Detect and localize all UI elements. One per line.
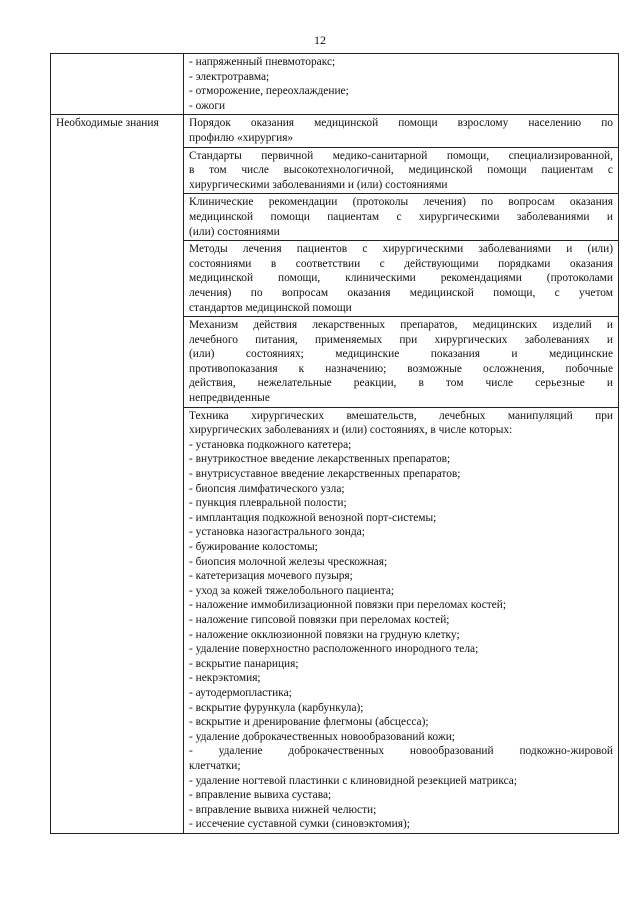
list-item: - вправление вывиха нижней челюсти;: [189, 803, 377, 816]
knowledge-cell: [184, 115, 619, 147]
list-item: - напряженный пневмоторакс;: [189, 56, 336, 68]
list-item: - вскрытие и дренирование флегмоны (абсцесса);: [189, 716, 429, 729]
cell-line: медицинской помощи пациентам с хирургическими заболеваниями и: [189, 210, 613, 223]
requirements-table: [50, 53, 619, 834]
table-row: [51, 54, 619, 115]
knowledge-cell: [184, 194, 619, 241]
list-item: - установка назогастрального зонда;: [189, 526, 365, 539]
list-item: - внутрикостное введение лекарственных препаратов;: [189, 453, 451, 466]
list-item: - иссечение суставной сумки (синовэктомия);: [189, 818, 410, 831]
injury-list-cell: [184, 54, 619, 115]
list-item: - внутрисуставное введение лекарственных препаратов;: [189, 468, 461, 481]
list-item: - установка подкожного катетера;: [189, 438, 352, 451]
list-item: - биопсия молочной железы чрескожная;: [189, 555, 388, 568]
list-item: - удаление поверхностно расположенного инородного тела;: [189, 643, 479, 656]
list-item: - наложение гипсовой повязки при переломах костей;: [189, 613, 450, 626]
list-item: - ожоги: [189, 99, 226, 112]
list-item: - вскрытие фурункула (карбункула);: [189, 701, 364, 714]
cell-line: Стандарты первичной медико-санитарной помощи, специализированной,: [189, 149, 613, 162]
cell-line: профилю «хирургия»: [189, 131, 294, 144]
list-item: - удаление ногтевой пластинки с клиновидной резекцией матрикса;: [189, 774, 518, 787]
row-label-required-knowledge: Необходимые знания: [51, 115, 184, 834]
table-row: [51, 115, 619, 147]
row-label-empty: [51, 54, 184, 115]
cell-line: противопоказания к назначению; возможные осложнения, побочные: [189, 362, 613, 375]
list-item: - биопсия лимфатического узла;: [189, 482, 345, 495]
cell-line: хирургических заболеваниях и (или) состояниях, в числе которых:: [189, 424, 513, 437]
list-item: - пункция плевральной полости;: [189, 497, 347, 510]
list-item: - бужирование колостомы;: [189, 541, 318, 553]
page-number: 12: [314, 33, 326, 47]
techniques-cell: [184, 407, 619, 833]
knowledge-cell: [184, 147, 619, 194]
cell-line: хирургическими заболеваниями и (или) состояниями: [189, 178, 448, 191]
list-item: - аутодермопластика;: [189, 686, 292, 699]
cell-line: непредвиденные: [189, 392, 270, 405]
cell-line: Порядок оказания медицинской помощи взрослому населению по: [189, 117, 613, 130]
list-item: - удаление доброкачественных новообразований кожи;: [189, 730, 455, 743]
list-item: - электротравма;: [189, 70, 270, 83]
technique-list: [189, 438, 613, 832]
cell-line: лечебного питания, применяемых при хирургических заболеваниях и: [189, 333, 613, 346]
cell-line: Методы лечения пациентов с хирургическими заболеваниями и (или): [189, 243, 613, 256]
list-item: - наложение окклюзионной повязки на грудную клетку;: [189, 628, 460, 641]
cell-line: действия, нежелательные реакции, в том числе серьезные и: [189, 377, 613, 390]
cell-line: Клинические рекомендации (протоколы лечения) по вопросам оказания: [189, 196, 613, 209]
list-item: - некрэктомия;: [189, 672, 261, 685]
list-item: - наложение иммобилизационной повязки при переломах костей;: [189, 599, 507, 612]
cell-line: в том числе высокотехнологичной, медицинской помощи пациентам с: [189, 164, 613, 177]
list-item: - имплантация подкожной венозной порт-системы;: [189, 511, 437, 524]
list-item-continuation: клетчатки;: [189, 759, 241, 772]
cell-line: лечения) по вопросам оказания медицинской помощи, с учетом: [189, 286, 613, 299]
cell-line: Механизм действия лекарственных препаратов, медицинских изделий и: [189, 319, 613, 332]
list-item: - уход за кожей тяжелобольного пациента;: [189, 584, 395, 597]
cell-line: Техника хирургических вмешательств, лечебных манипуляций при: [189, 409, 613, 422]
list-item: - отморожение, переохлаждение;: [189, 85, 349, 98]
cell-line: (или) состояниями: [189, 225, 280, 238]
cell-line: состояниями в соответствии с действующими порядками оказания: [189, 257, 613, 270]
knowledge-cell: [184, 241, 619, 317]
knowledge-cell: [184, 317, 619, 408]
cell-line: стандартов медицинской помощи: [189, 301, 352, 314]
list-item: - вскрытие панариция;: [189, 657, 299, 670]
cell-line: медицинской помощи, клиническими рекомендациями (протоколами: [189, 272, 613, 285]
cell-line: (или) состояниях; медицинские показания и медицинские: [189, 348, 613, 361]
list-item: - вправление вывиха сустава;: [189, 789, 332, 802]
list-item: - удаление доброкачественных новообразований подкожно-жировой: [189, 745, 613, 758]
list-item: - катетеризация мочевого пузыря;: [189, 570, 353, 583]
